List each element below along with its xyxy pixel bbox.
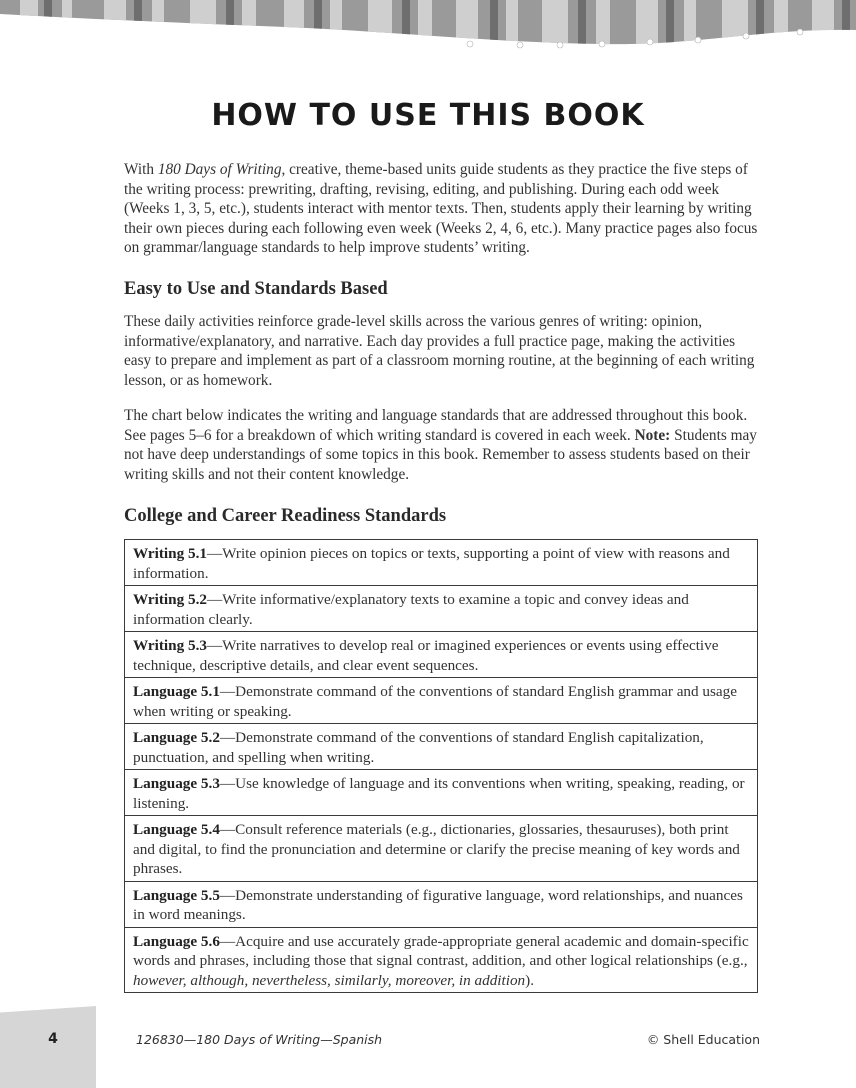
page-number-tab: [0, 1006, 96, 1088]
standard-text: —Acquire and use accurately grade-appropriate general academic and domain-specific words and phrases, including those that signal contrast, addition, and other logical relationships (e.g.,: [133, 932, 749, 969]
standard-text: —Use knowledge of language and its conventions when writing, speaking, reading, or listening.: [133, 775, 745, 812]
book-title: 180 Days of Writing: [157, 161, 282, 178]
section-heading-standards: College and Career Readiness Standards: [124, 506, 447, 526]
standard-code: Language 5.3: [133, 775, 220, 792]
standard-row: [125, 816, 757, 882]
note-label: Note:: [634, 426, 671, 444]
standard-text: —Write informative/explanatory texts to examine a topic and convey ideas and information clearly.: [133, 591, 689, 628]
standard-text: —Demonstrate understanding of figurative language, word relationships, and nuances in word meanings.: [133, 886, 743, 923]
standard-row: [125, 540, 757, 586]
standard-text: —Demonstrate command of the conventions of standard English capitalization, punctuation, and spelling when writing.: [133, 729, 704, 766]
standard-code: Language 5.5: [133, 886, 220, 904]
standard-code: Language 5.6: [133, 932, 220, 950]
chart-note-paragraph: The chart below indicates the writing and language standards that are addressed throughout this book. See pages 5–6 for a breakdown of which writing standard is covered in each week. Note: Students may not have deep understandings of some topics in this book. Remember to assess students based on their writing skills and not their content knowledge.: [124, 407, 757, 483]
intro-paragraph: With 180 Days of Writing, creative, theme-based units guide students as they practice the five steps of the writing process: prewriting, drafting, revising, editing, and publishing. During each odd week (Weeks 1, 3, 5, etc.), students interact with mentor texts. Then, students apply their learning by writing their own pieces during each following even week (Weeks 2, 4, 6, etc.). Many practice pages also focus on grammar/language standards to help improve students’ writing.: [124, 161, 758, 257]
standard-row: [125, 632, 757, 678]
standard-code: Writing 5.3: [133, 637, 207, 654]
activities-paragraph: These daily activities reinforce grade-level skills across the various genres of writing: opinion, informative/explanatory, and narrative. Each day provides a full practice page, making the activities easy to prepare and implement as part of a classroom morning routine, at the beginning of each writing lesson, or as homework.: [124, 313, 755, 389]
standard-code: Writing 5.1: [133, 545, 207, 562]
page-number: 4: [48, 1031, 58, 1047]
standard-row: [125, 586, 757, 632]
footer-book-info: 126830—180 Days of Writing—Spanish: [136, 1032, 383, 1047]
section-heading-easy-to-use: Easy to Use and Standards Based: [124, 279, 388, 299]
standard-code: Language 5.1: [133, 683, 220, 700]
standard-code: Language 5.2: [133, 729, 220, 746]
decorative-banner: [0, 0, 856, 70]
standard-code: Writing 5.2: [133, 591, 207, 608]
standard-row: [125, 724, 757, 770]
standard-code: Language 5.4: [133, 821, 220, 838]
standard-text-tail: ).: [525, 971, 535, 989]
standards-table: [124, 539, 758, 993]
standard-text: —Write narratives to develop real or imagined experiences or events using effective technique, descriptive details, and clear event sequences.: [133, 637, 719, 674]
standard-row: [125, 770, 757, 816]
standard-italic-examples: however, although, nevertheless, similarly, moreover, in addition: [133, 971, 526, 989]
page-title: HOW TO USE THIS BOOK: [211, 98, 645, 133]
standard-text: —Consult reference materials (e.g., dictionaries, glossaries, thesauruses), both print and digital, to find the pronunciation and determine or clarify the precise meaning of key words and phrases.: [133, 821, 740, 877]
footer-publisher: © Shell Education: [646, 1032, 760, 1047]
standard-row: [125, 928, 757, 994]
standard-row: [125, 678, 757, 724]
standard-text: —Demonstrate command of the conventions of standard English grammar and usage when writing or speaking.: [133, 683, 738, 720]
standard-row: [125, 882, 757, 928]
standard-text: —Write opinion pieces on topics or texts, supporting a point of view with reasons and information.: [133, 545, 730, 582]
